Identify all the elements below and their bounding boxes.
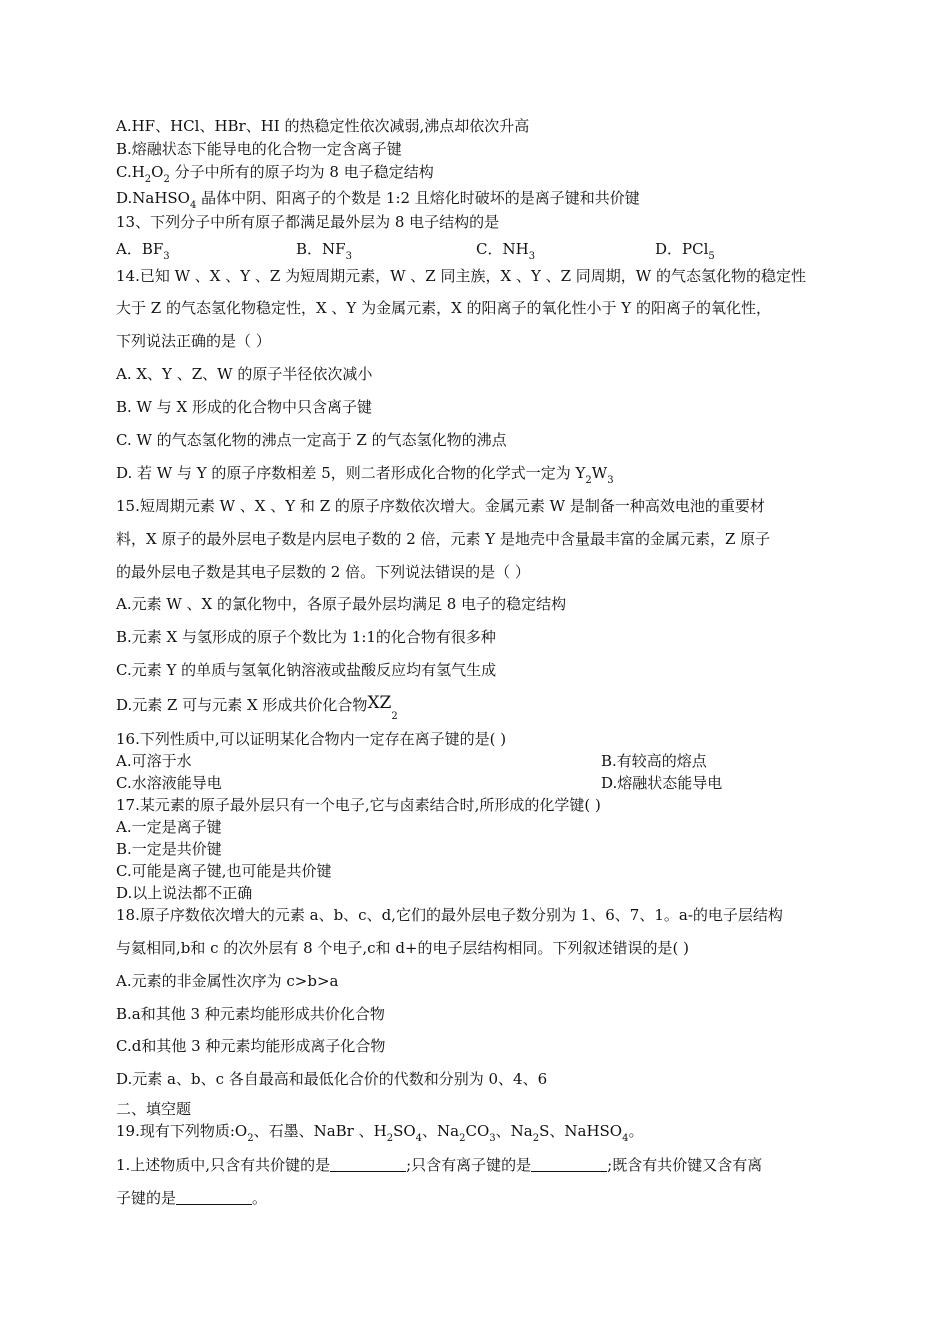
q12-option-d: D.NaHSO$_4$ 晶体中阴、阳离子的个数是 1:2 且熔化时破坏的是离子键和共价键 bbox=[116, 189, 640, 211]
q17-option-d: D.以上说法都不正确 bbox=[116, 884, 253, 902]
q16-option-a: A.可溶于水 bbox=[116, 752, 192, 770]
q17-stem: 17.某元素的原子最外层只有一个电子,它与卤素结合时,所形成的化学键( ) bbox=[116, 796, 601, 814]
q13-stem: 13、下列分子中所有原子都满足最外层为 8 电子结构的是 bbox=[116, 213, 500, 231]
q16-option-c: C.水溶液能导电 bbox=[116, 774, 222, 792]
q18-stem-line-1: 18.原子序数依次增大的元素 a、b、c、d,它们的最外层电子数分别为 1、6、7、1。a-的电子层结构 bbox=[116, 906, 783, 924]
q19-sub1-line-2: 子键的是 。 bbox=[116, 1189, 268, 1207]
q18-stem-line-2: 与氦相同,b和 c 的次外层有 8 个电子,c和 d+的电子层结构相同。下列叙述错误的是( ) bbox=[116, 939, 689, 957]
q17-option-a: A.一定是离子键 bbox=[116, 818, 222, 836]
q14-option-b: B. W 与 X 形成的化合物中只含离子键 bbox=[116, 398, 372, 416]
q13-option-c: C．$NH_3$ bbox=[476, 240, 536, 262]
q18-option-a: A.元素的非金属性次序为 c>b>a bbox=[116, 972, 339, 990]
q13-option-d: D．PCl$_5$ bbox=[655, 240, 715, 262]
q14-option-c: C. W 的气态氢化物的沸点一定高于 Z 的气态氢化物的沸点 bbox=[116, 431, 507, 449]
q12-option-c: $C.H_2O_2$ 分子中所有的原子均为 8 电子稳定结构 bbox=[116, 163, 434, 185]
q15-stem-line-2: 料，X 原子的最外层电子数是内层电子数的 2 倍，元素 Y 是地壳中含量最丰富的金属元素，Z 原子 bbox=[116, 530, 771, 548]
q14-stem-line-3: 下列说法正确的是（ ） bbox=[116, 332, 271, 350]
q18-option-b: B.a和其他 3 种元素均能形成共价化合物 bbox=[116, 1005, 385, 1023]
q17-option-b: B.一定是共价键 bbox=[116, 840, 222, 858]
answer-blank-covalent-only[interactable] bbox=[330, 1157, 406, 1172]
section-heading: 二、填空题 bbox=[116, 1100, 192, 1118]
q15-stem-line-3: 的最外层电子数是其电子层数的 2 倍。下列说法错误的是（ ） bbox=[116, 563, 530, 581]
answer-blank-ionic-only[interactable] bbox=[531, 1157, 607, 1172]
q16-option-d: D.熔融状态能导电 bbox=[601, 774, 723, 792]
q15-option-a: A.元素 W 、X 的氯化物中，各原子最外层均满足 8 电子的稳定结构 bbox=[116, 595, 567, 613]
q19-stem: 19.现有下列物质$:O_2$、石墨、NaBr 、$H_2SO_4$、$Na_2CO_3$、$Na_2S$、NaHSO$_4$。 bbox=[116, 1122, 644, 1144]
q15-option-d: D.元素 Z 可与元素 X 形成共价化合物$XZ_2$ bbox=[116, 693, 398, 722]
q14-option-a: A. X、Y 、Z、W 的原子半径依次减小 bbox=[116, 365, 373, 383]
q12-option-a: A.HF、HCl、HBr、HI 的热稳定性依次减弱,沸点却依次升高 bbox=[116, 117, 530, 135]
q15-option-b: B.元素 X 与氢形成的原子个数比为 1:1的化合物有很多种 bbox=[116, 628, 496, 646]
q18-option-c: C.d和其他 3 种元素均能形成离子化合物 bbox=[116, 1037, 386, 1055]
answer-blank-both-bonds[interactable] bbox=[176, 1190, 252, 1205]
q14-stem-line-2: 大于 Z 的气态氢化物稳定性，X 、Y 为金属元素，X 的阳离子的氧化性小于 Y 的阳离子的氧化性， bbox=[116, 299, 771, 317]
q15-stem-line-1: 15.短周期元素 W 、X 、Y 和 Z 的原子序数依次增大。金属元素 W 是制备一种高效电池的重要材 bbox=[116, 497, 765, 515]
q14-stem-line-1: 14.已知 W 、X 、Y 、Z 为短周期元素，W 、Z 同主族，X 、Y 、Z 同周期，W 的气态氢化物的稳定性 bbox=[116, 267, 806, 285]
q15-option-c: C.元素 Y 的单质与氢氧化钠溶液或盐酸反应均有氢气生成 bbox=[116, 661, 497, 679]
q14-option-d: D. 若 W 与 Y 的原子序数相差 5，则二者形成化合物的化学式一定为 $Y_2W_3$ bbox=[116, 464, 614, 486]
q16-stem: 16.下列性质中,可以证明某化合物内一定存在离子键的是( ) bbox=[116, 730, 507, 748]
q13-option-b: B．$NF_3$ bbox=[296, 240, 352, 262]
q13-option-a: A．$BF_3$ bbox=[116, 240, 170, 262]
q17-option-c: C.可能是离子键,也可能是共价键 bbox=[116, 862, 332, 880]
q18-option-d: D.元素 a、b、c 各自最高和最低化合价的代数和分别为 0、4、6 bbox=[116, 1070, 548, 1088]
q19-sub1-line-1: 1.上述物质中,只含有共价键的是 ;只含有离子键的是 ;既含有共价键又含有离 bbox=[116, 1156, 763, 1174]
q12-option-b: B.熔融状态下能导电的化合物一定含离子键 bbox=[116, 140, 402, 158]
q16-option-b: B.有较高的熔点 bbox=[601, 752, 707, 770]
